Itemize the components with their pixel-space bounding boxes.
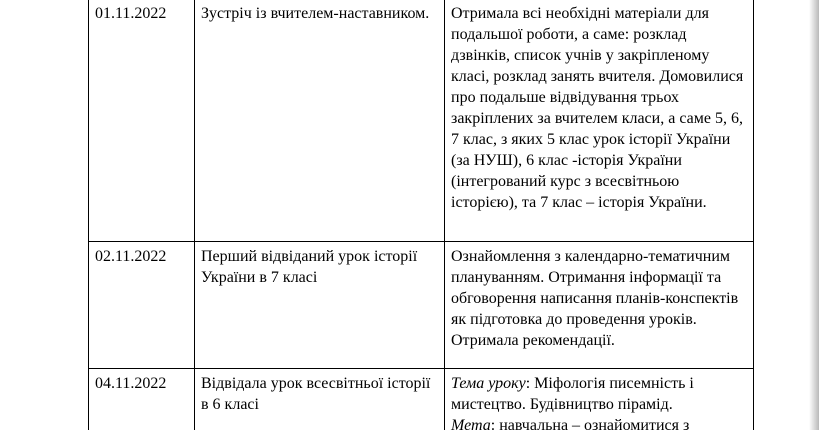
- topic-text: : Міфологія писемність і мистецтво. Будівництво пірамід.: [451, 375, 694, 413]
- result-cell: Отримала всі необхідні матеріали для подальшої роботи, а саме: розклад дзвінків, список учнів у закріпленому класі, розклад занять вчителя. Домовилися про подальше відвідування трьох закріплених за вчителем класи, а саме 5, 6, 7 клас, з яких 5 клас урок історії України (за НУШ), 6 клас -історія України (інтегрований курс з всесвітньою історією), та 7 клас – історія України.: [445, 0, 754, 242]
- table-row: [89, 0, 754, 242]
- practice-log-table: [88, 0, 754, 430]
- date-cell: 02.11.2022: [89, 242, 195, 369]
- goal-text: : навчальна – ознайомитися з: [490, 417, 690, 430]
- page-edge-shadow: [809, 0, 819, 430]
- goal-label: Мета: [451, 417, 491, 430]
- event-cell: Зустріч із вчителем-наставником.: [195, 0, 445, 242]
- table-row: [89, 242, 754, 369]
- topic-label: Тема уроку: [451, 375, 526, 392]
- result-cell: Ознайомлення з календарно-тематичним плануванням. Отримання інформації та обговорення написання планів-конспектів як підготовка до проведення уроків. Отримала рекомендації.: [445, 242, 754, 369]
- event-cell: Відвідала урок всесвітньої історії в 6 класі: [195, 369, 445, 430]
- table-row: [89, 369, 754, 430]
- date-cell: 01.11.2022: [89, 0, 195, 242]
- result-cell: [445, 369, 754, 430]
- event-cell: Перший відвіданий урок історії України в 7 класі: [195, 242, 445, 369]
- date-cell: 04.11.2022: [89, 369, 195, 430]
